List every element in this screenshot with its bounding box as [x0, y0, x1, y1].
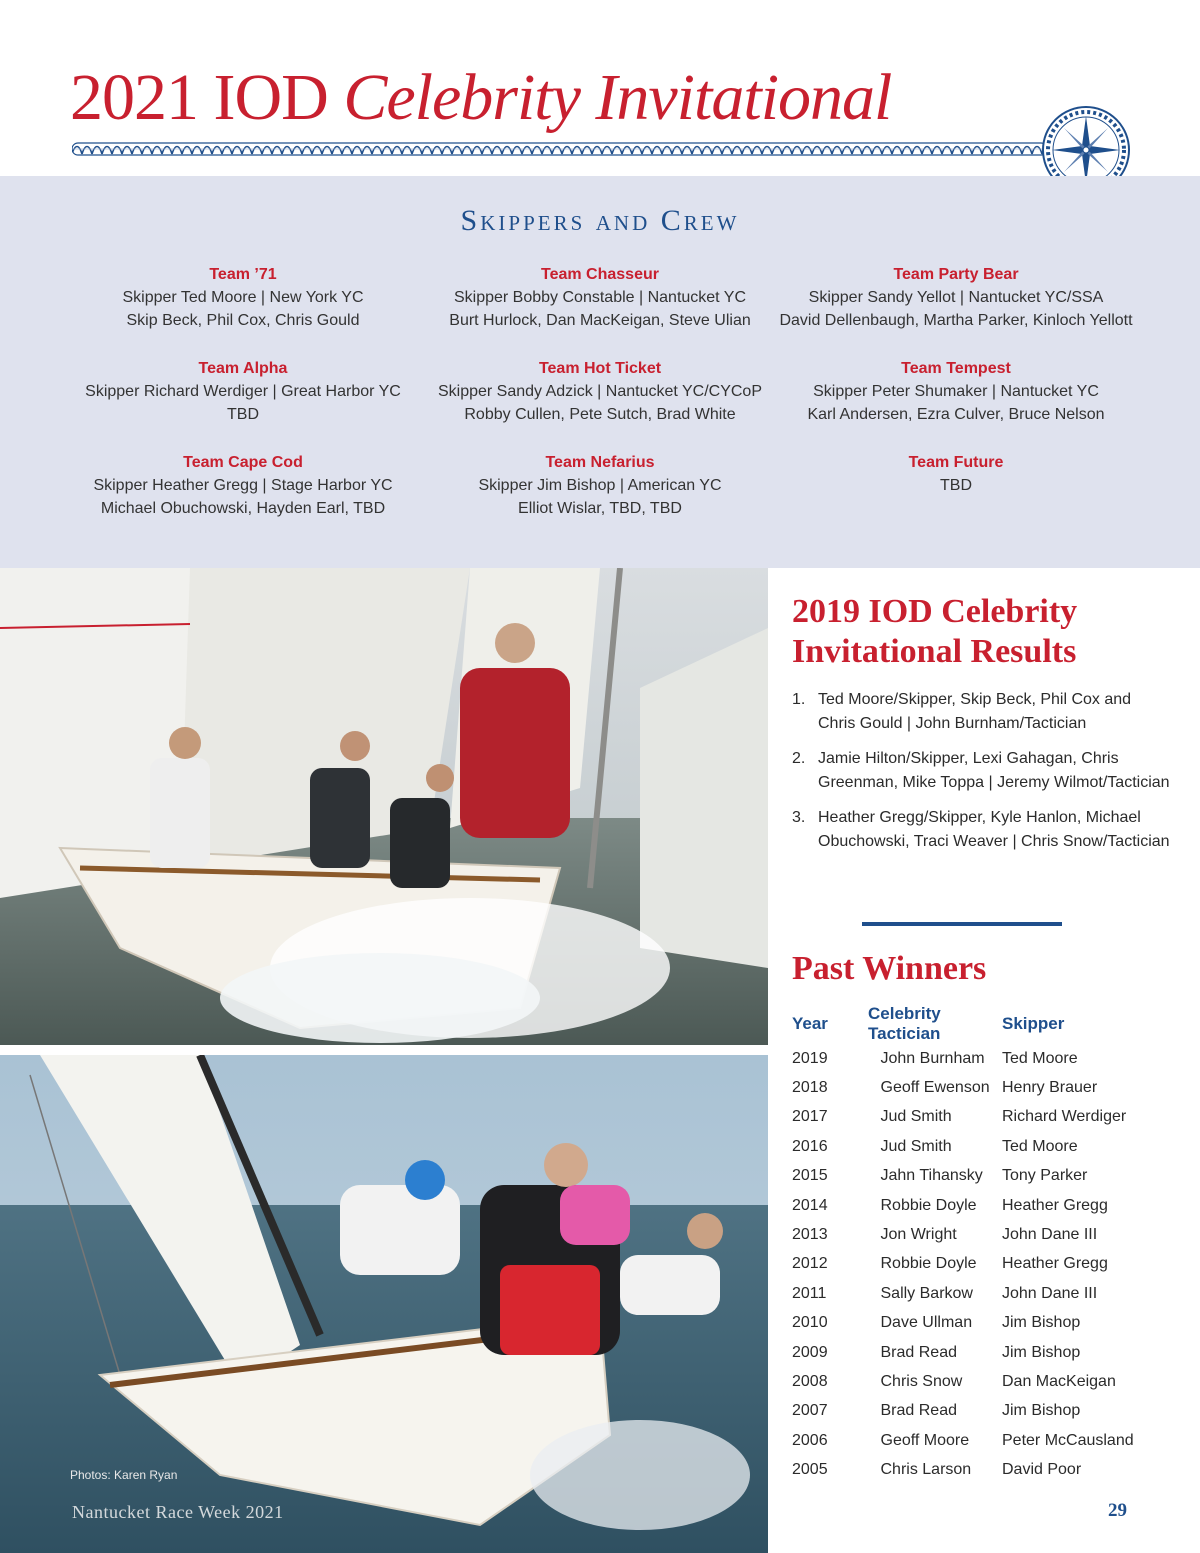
team-crew: Skip Beck, Phil Cox, Chris Gould [126, 312, 360, 329]
title-main: 2021 IOD [70, 61, 328, 134]
result-text: Jamie Hilton/Skipper, Lexi Gahagan, Chris Greenman, Mike Toppa | Jeremy Wilmot/Tactician [818, 750, 1170, 791]
team-skipper: Skipper Sandy Yellot | Nantucket YC/SSA [808, 289, 1104, 306]
cell-year: 2014 [792, 1196, 828, 1214]
table-row [792, 1250, 1172, 1279]
team-skipper: TBD [940, 477, 972, 494]
cell-tactician-text: Chris Snow [880, 1372, 963, 1390]
column-header-skipper: Skipper [1002, 1014, 1065, 1033]
cell-tactician [868, 1073, 1002, 1102]
table-row [792, 1073, 1172, 1102]
cell-skipper: Ted Moore [1002, 1137, 1078, 1155]
cell-skipper: David Poor [1002, 1461, 1082, 1479]
team-block [410, 357, 790, 426]
cell-skipper: Jim Bishop [1002, 1402, 1081, 1420]
team-crew: Burt Hurlock, Dan MacKeigan, Steve Ulian [449, 312, 751, 329]
result-item [792, 747, 1172, 795]
column-header-year: Year [792, 1014, 828, 1033]
result-text: Ted Moore/Skipper, Skip Beck, Phil Cox and Chris Gould | John Burnham/Tactician [818, 691, 1132, 732]
cell-tactician [868, 1044, 1002, 1073]
cell-tactician [868, 1455, 1002, 1484]
team-crew: Robby Cullen, Pete Sutch, Brad White [464, 406, 736, 423]
cell-tactician [868, 1426, 1002, 1455]
cell-tactician [868, 1338, 1002, 1367]
publication-footer: Nantucket Race Week 2021 [72, 1502, 284, 1522]
cell-tactician-text: Jud Smith [880, 1108, 952, 1126]
team-name: Team Future [908, 454, 1004, 471]
cell-tactician [868, 1309, 1002, 1338]
cell-year: 2017 [792, 1108, 828, 1126]
cell-skipper: Ted Moore [1002, 1049, 1078, 1067]
table-row [792, 1044, 1172, 1073]
cell-tactician [868, 1397, 1002, 1426]
team-name: Team ’71 [209, 266, 277, 283]
cell-year: 2016 [792, 1137, 828, 1155]
team-skipper: Skipper Heather Gregg | Stage Harbor YC [93, 477, 393, 494]
team-block [53, 357, 433, 426]
cell-tactician [868, 1162, 1002, 1191]
table-row [792, 1162, 1172, 1191]
team-name: Team Alpha [198, 360, 288, 377]
team-name: Team Cape Cod [183, 454, 303, 471]
cell-skipper: Henry Brauer [1002, 1079, 1098, 1097]
cell-tactician [868, 1132, 1002, 1161]
table-row [792, 1455, 1172, 1484]
table-header-row [792, 1004, 1172, 1044]
team-skipper: Skipper Ted Moore | New York YC [122, 289, 364, 306]
team-block [53, 451, 433, 520]
team-skipper: Skipper Jim Bishop | American YC [478, 477, 722, 494]
cell-tactician-text: Brad Read [880, 1343, 957, 1361]
cell-year: 2006 [792, 1431, 828, 1449]
cell-tactician-text: Sally Barkow [880, 1284, 973, 1302]
team-skipper: Skipper Sandy Adzick | Nantucket YC/CYCoP [437, 383, 762, 400]
team-block [410, 451, 790, 520]
cell-year: 2008 [792, 1372, 828, 1390]
team-name: Team Nefarius [545, 454, 655, 471]
sailing-photo-1 [0, 568, 768, 1045]
cell-year: 2012 [792, 1255, 828, 1273]
cell-skipper: Heather Gregg [1002, 1196, 1108, 1214]
cell-year: 2007 [792, 1402, 828, 1420]
team-block [766, 263, 1146, 332]
table-body [792, 1044, 1172, 1485]
section-divider [862, 922, 1062, 926]
cell-tactician-text: Jud Smith [880, 1137, 952, 1155]
table-row [792, 1397, 1172, 1426]
cell-tactician [868, 1279, 1002, 1308]
team-name: Team Party Bear [893, 266, 1019, 283]
column-header-tactician: Celebrity Tactician [868, 1004, 941, 1043]
cell-skipper: John Dane III [1002, 1284, 1098, 1302]
cell-year: 2015 [792, 1167, 828, 1185]
result-rank: 1. [792, 691, 806, 708]
team-name: Team Hot Ticket [538, 360, 662, 377]
result-item [792, 806, 1172, 854]
team-skipper: Skipper Bobby Constable | Nantucket YC [453, 289, 747, 306]
cell-tactician-text: Brad Read [880, 1402, 957, 1420]
cell-year: 2011 [792, 1284, 827, 1302]
cell-year: 2010 [792, 1314, 828, 1332]
result-text: Heather Gregg/Skipper, Kyle Hanlon, Michael Obuchowski, Traci Weaver | Chris Snow/Tactician [818, 809, 1170, 850]
team-block [53, 263, 433, 332]
cell-tactician-text: Jon Wright [880, 1226, 957, 1244]
team-skipper: Skipper Richard Werdiger | Great Harbor YC [85, 383, 401, 400]
past-winners-title: Past Winners [792, 950, 987, 987]
team-block [766, 451, 1146, 497]
page-title [70, 58, 891, 138]
cell-skipper: Richard Werdiger [1002, 1108, 1127, 1126]
rope-divider [72, 142, 1047, 156]
result-item [792, 688, 1172, 736]
table-row [792, 1103, 1172, 1132]
table-row [792, 1220, 1172, 1249]
page-number: 29 [1108, 1500, 1127, 1521]
cell-year: 2018 [792, 1079, 828, 1097]
team-crew: Michael Obuchowski, Hayden Earl, TBD [100, 500, 386, 517]
cell-skipper: Jim Bishop [1002, 1314, 1081, 1332]
team-crew: Karl Andersen, Ezra Culver, Bruce Nelson [807, 406, 1105, 423]
cell-skipper: Dan MacKeigan [1002, 1372, 1116, 1390]
table-row [792, 1426, 1172, 1455]
cell-tactician-text: Chris Larson [880, 1461, 972, 1479]
table-row [792, 1338, 1172, 1367]
cell-skipper: Heather Gregg [1002, 1255, 1108, 1273]
cell-skipper: John Dane III [1002, 1226, 1098, 1244]
table-row [792, 1132, 1172, 1161]
team-name: Team Chasseur [541, 266, 659, 283]
cell-tactician-text: John Burnham [880, 1049, 985, 1067]
results-title: 2019 IOD Celebrity Invitational Results [792, 593, 1078, 670]
cell-tactician [868, 1191, 1002, 1220]
cell-tactician [868, 1220, 1002, 1249]
team-block [766, 357, 1146, 426]
cell-tactician-text: Geoff Ewenson [880, 1079, 990, 1097]
cell-skipper: Tony Parker [1002, 1167, 1088, 1185]
cell-tactician-text: Geoff Moore [880, 1431, 970, 1449]
cell-skipper: Jim Bishop [1002, 1343, 1081, 1361]
team-crew: Elliot Wislar, TBD, TBD [518, 500, 682, 517]
table-row [792, 1367, 1172, 1396]
team-block [410, 263, 790, 332]
cell-skipper: Peter McCausland [1002, 1431, 1134, 1449]
cell-year: 2009 [792, 1343, 828, 1361]
past-winners-table [792, 1004, 1172, 1485]
result-rank: 2. [792, 750, 806, 767]
cell-tactician [868, 1367, 1002, 1396]
cell-tactician-text: Robbie Doyle [880, 1255, 977, 1273]
result-rank: 3. [792, 809, 806, 826]
cell-year: 2005 [792, 1461, 828, 1479]
results-list [792, 688, 1172, 865]
team-crew: TBD [227, 406, 259, 423]
cell-tactician-text: Robbie Doyle [880, 1196, 977, 1214]
photo-credit: Photos: Karen Ryan [70, 1468, 178, 1482]
team-name: Team Tempest [901, 360, 1011, 377]
cell-tactician-text: Dave Ullman [880, 1314, 973, 1332]
team-crew: David Dellenbaugh, Martha Parker, Kinloch Yellott [779, 312, 1133, 329]
skippers-crew-heading: Skippers and Crew [460, 204, 740, 237]
table-row [792, 1279, 1172, 1308]
team-skipper: Skipper Peter Shumaker | Nantucket YC [813, 383, 1099, 400]
title-italic: Celebrity Invitational [343, 61, 892, 134]
cell-tactician [868, 1103, 1002, 1132]
table-row [792, 1309, 1172, 1338]
cell-year: 2019 [792, 1049, 828, 1067]
cell-tactician [868, 1250, 1002, 1279]
cell-year: 2013 [792, 1226, 828, 1244]
table-row [792, 1191, 1172, 1220]
cell-tactician-text: Jahn Tihansky [880, 1167, 983, 1185]
